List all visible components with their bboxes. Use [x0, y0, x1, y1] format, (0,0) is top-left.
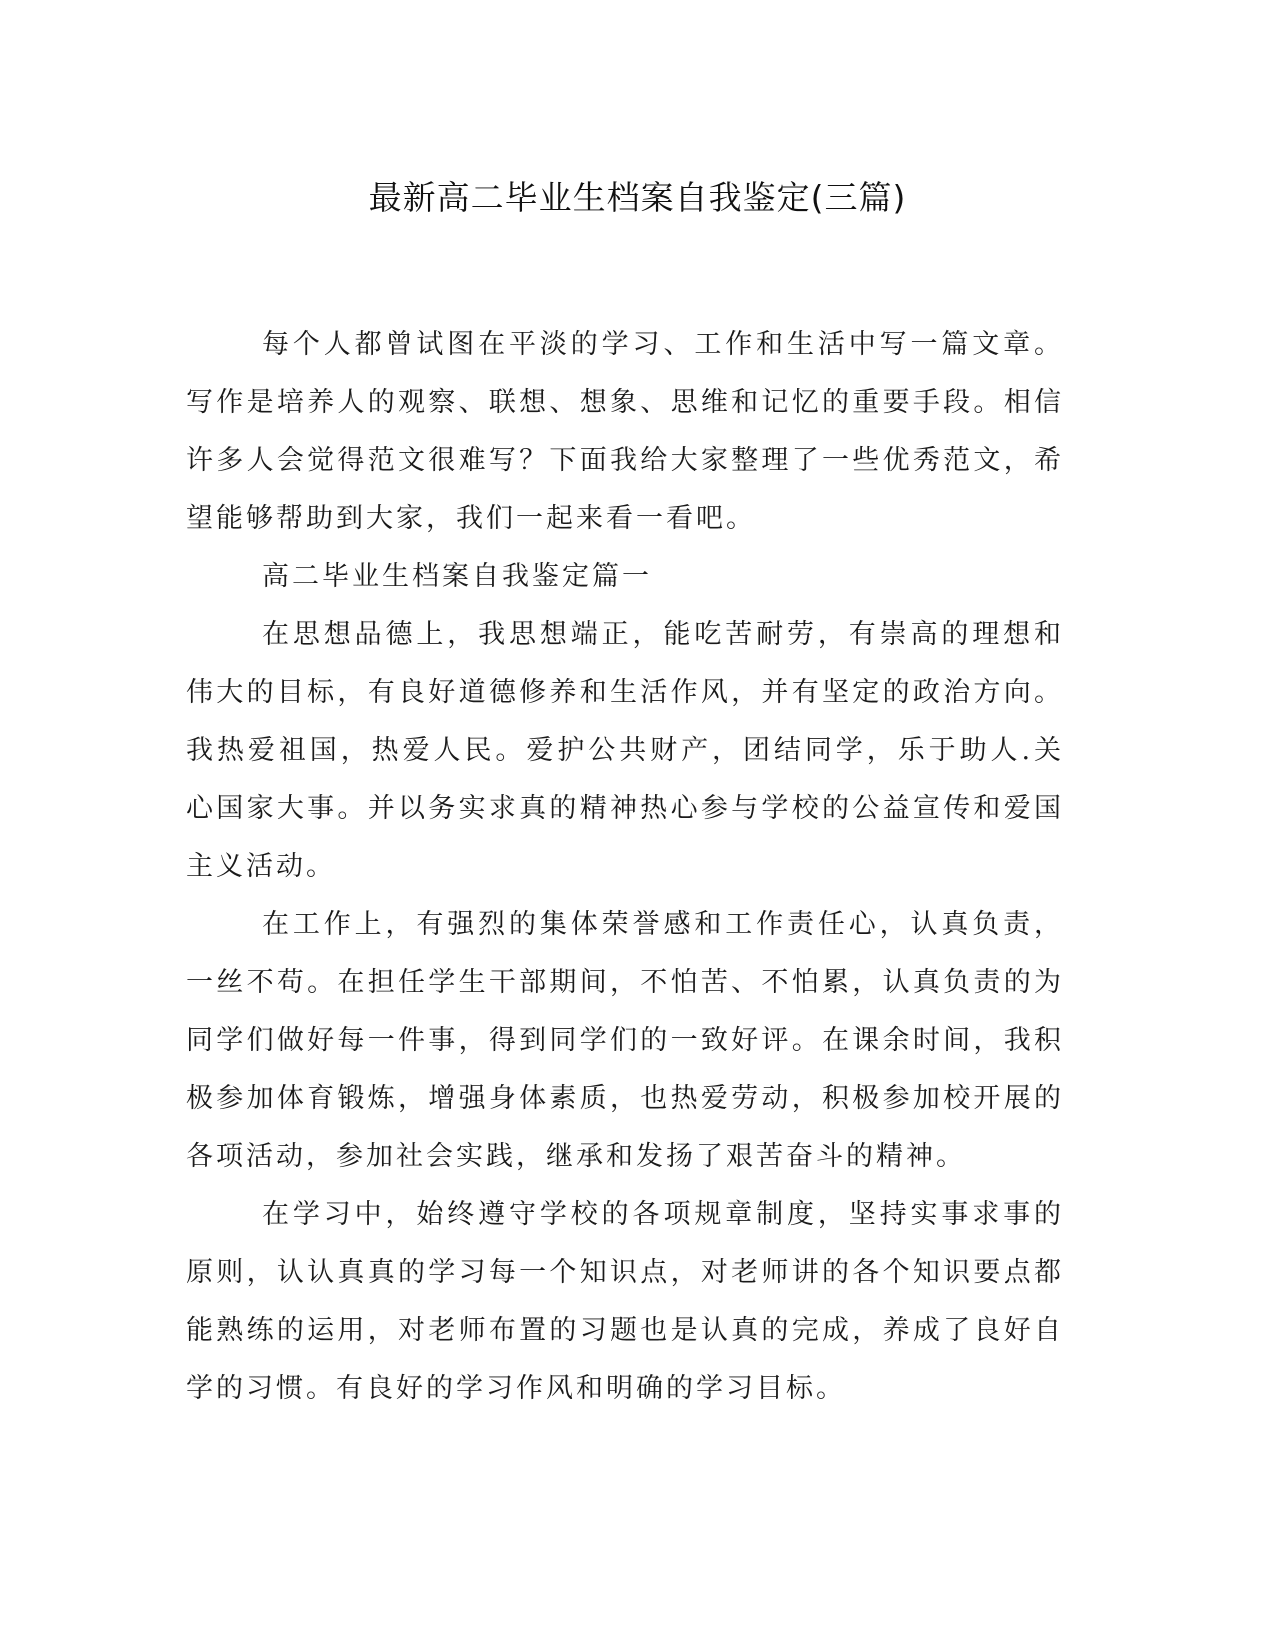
document-title: 最新高二毕业生档案自我鉴定(三篇): [368, 178, 907, 217]
paragraph-morality: 在思想品德上，我思想端正，能吃苦耐劳，有崇高的理想和伟大的目标，有良好道德修养和生活作风，并有坚定的政治方向。我热爱祖国，热爱人民。爱护公共财产，团结同学，乐于助人.关心国家大事。并以务实求真的精神热心参与学校的公益宣传和爱国主义活动。: [186, 619, 1064, 882]
document-body: [186, 316, 1064, 1418]
section-heading: 高二毕业生档案自我鉴定篇一: [262, 561, 652, 592]
intro-paragraph: 每个人都曾试图在平淡的学习、工作和生活中写一篇文章。写作是培养人的观察、联想、想象、思维和记忆的重要手段。相信许多人会觉得范文很难写？下面我给大家整理了一些优秀范文，希望能够帮助到大家，我们一起来看一看吧。: [186, 329, 1064, 534]
paragraph-work: 在工作上，有强烈的集体荣誉感和工作责任心，认真负责，一丝不苟。在担任学生干部期间，不怕苦、不怕累，认真负责的为同学们做好每一件事，得到同学们的一致好评。在课余时间，我积极参加体育锻炼，增强身体素质，也热爱劳动，积极参加校开展的各项活动，参加社会实践，继承和发扬了艰苦奋斗的精神。: [186, 909, 1064, 1172]
paragraph-study: 在学习中，始终遵守学校的各项规章制度，坚持实事求事的原则，认认真真的学习每一个知识点，对老师讲的各个知识要点都能熟练的运用，对老师布置的习题也是认真的完成，养成了良好自学的习惯。有良好的学习作风和明确的学习目标。: [186, 1199, 1064, 1404]
